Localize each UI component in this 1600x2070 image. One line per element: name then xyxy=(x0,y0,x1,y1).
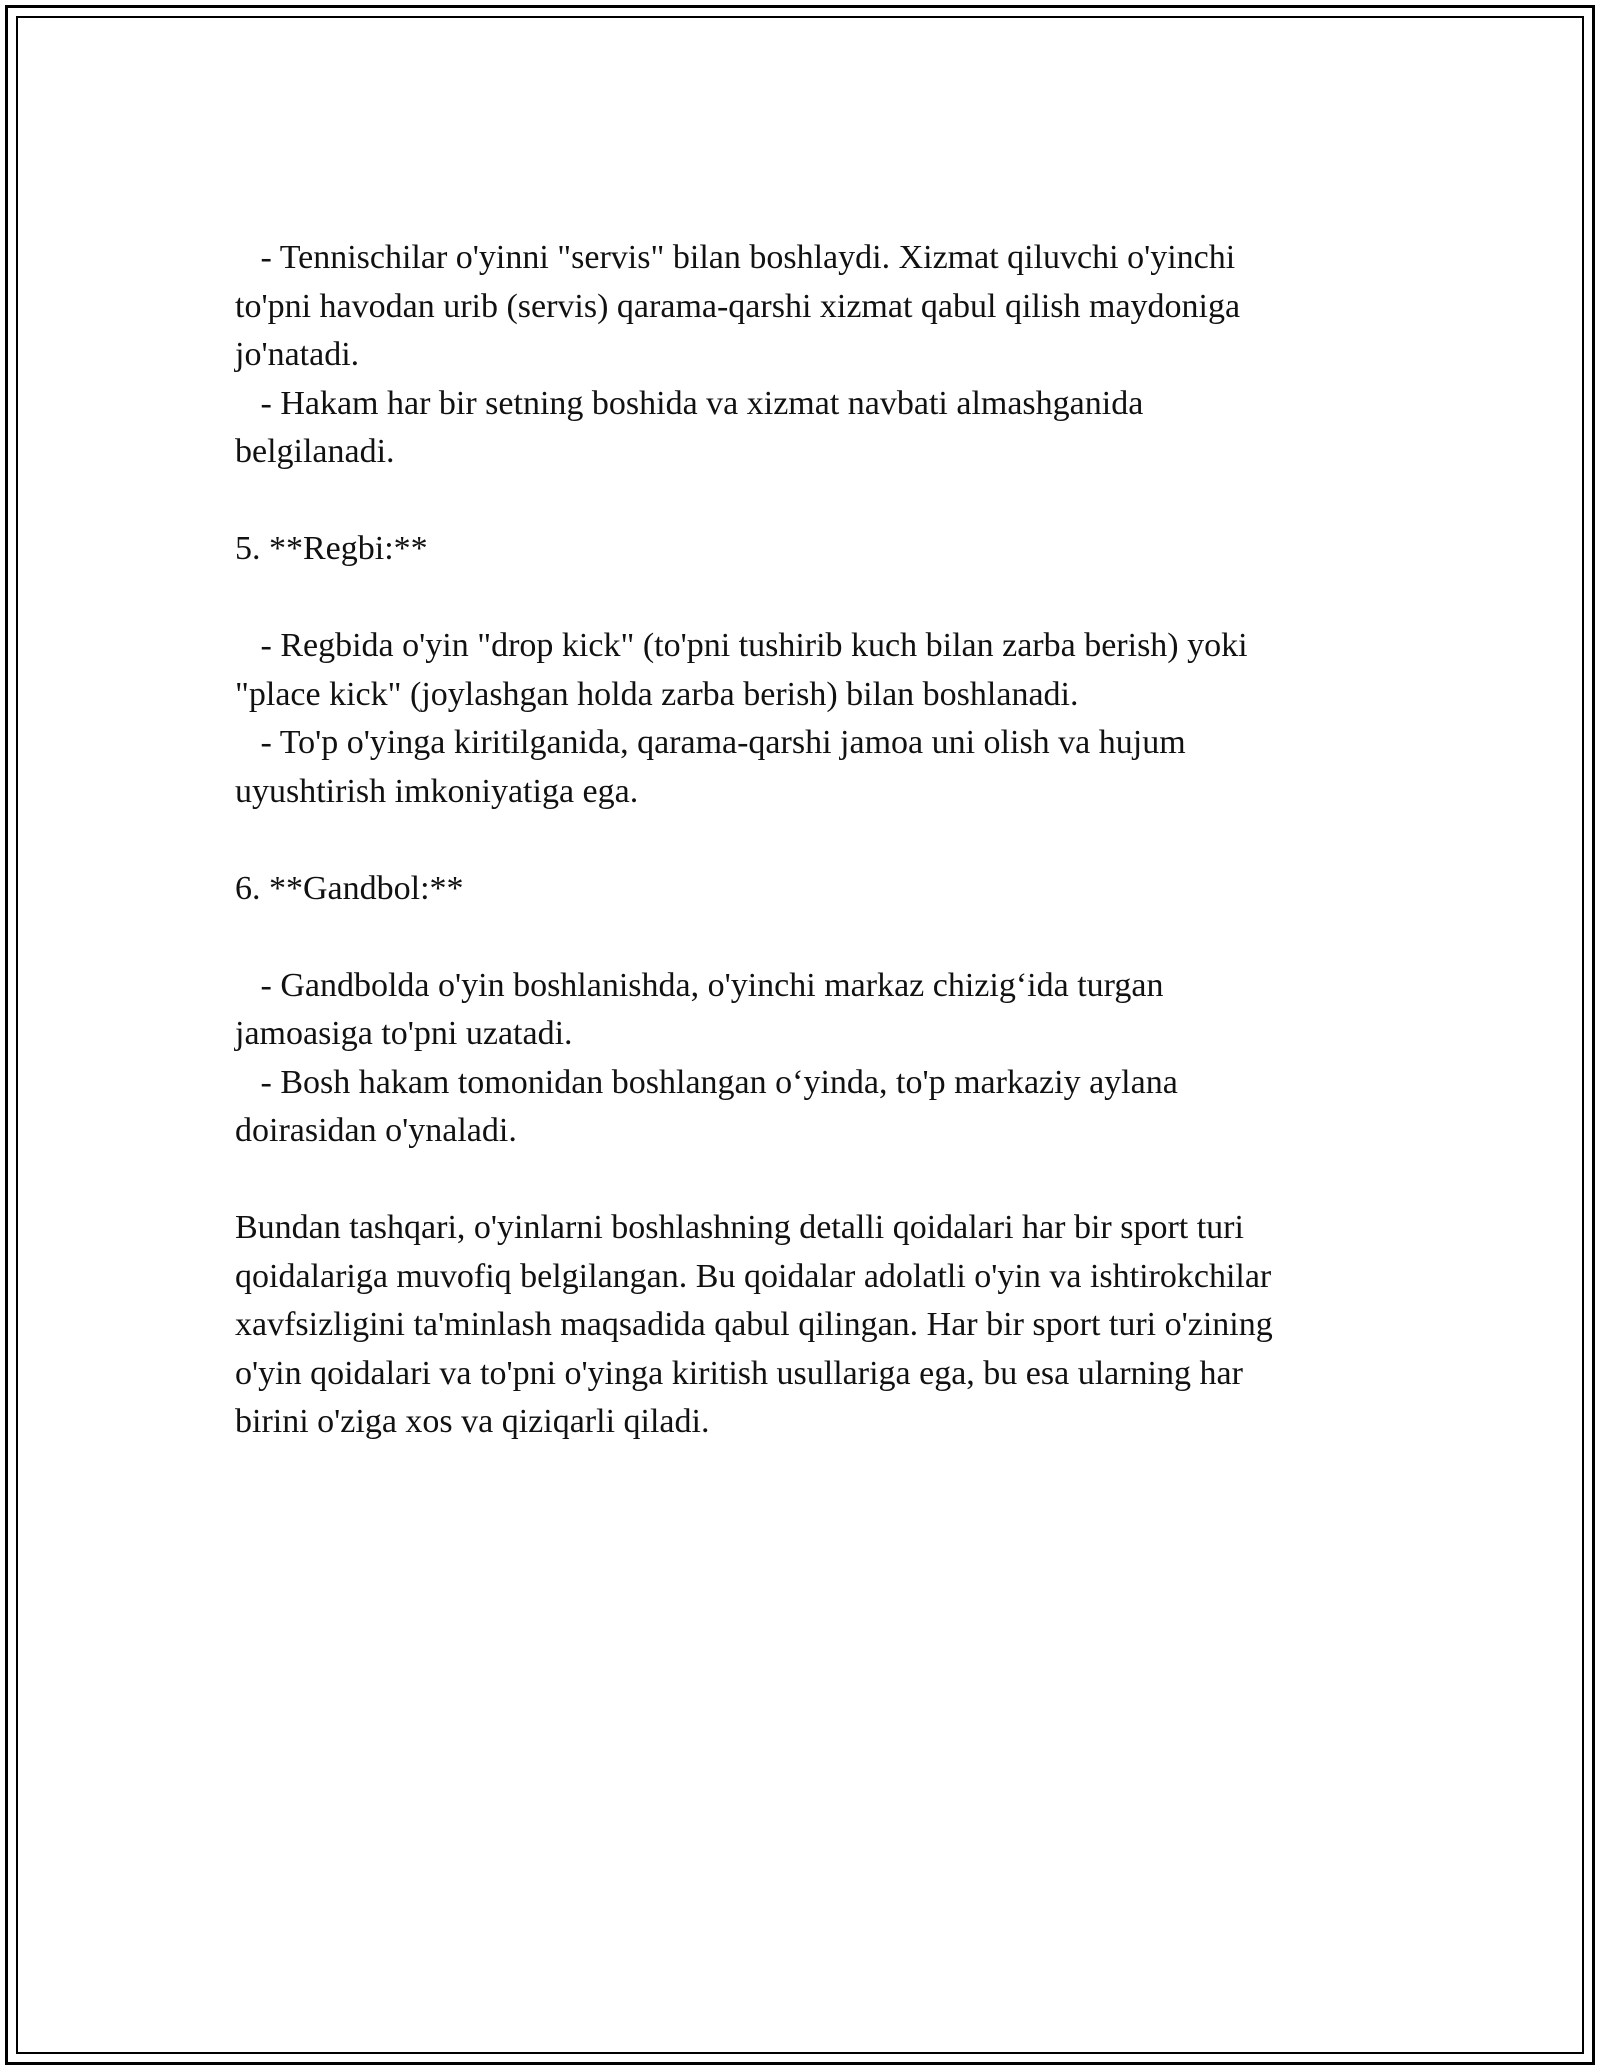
conclusion-line: xavfsizligini ta'minlash maqsadida qabul qilingan. Har bir sport turi o'zining xyxy=(235,1306,1273,1343)
tennis-line: - Hakam har bir setning boshida va xizmat navbati almashganida xyxy=(235,384,1144,422)
rugby-line: "place kick" (joylashgan holda zarba berish) bilan boshlanadi. xyxy=(235,675,1079,713)
conclusion-line: o'yin qoidalari va to'pni o'yinga kiritish usullariga ega, bu esa ularning har xyxy=(235,1354,1243,1392)
rugby-line: - Regbida o'yin "drop kick" (to'pni tushirib kuch bilan zarba berish) yoki xyxy=(235,627,1248,664)
handball-heading: 6. **Gandbol:** xyxy=(235,869,464,907)
spacer xyxy=(235,574,1375,623)
document-body xyxy=(235,234,1375,1447)
tennis-line: jo'natadi. xyxy=(235,336,360,373)
rugby-line: - To'p o'yinga kiritilganida, qarama-qarshi jamoa uni olish va hujum xyxy=(235,724,1186,761)
spacer xyxy=(235,913,1375,962)
tennis-line: - Tennischilar o'yinni "servis" bilan boshlaydi. Xizmat qiluvchi o'yinchi xyxy=(235,239,1236,276)
handball-line: jamoasiga to'pni uzatadi. xyxy=(235,1015,573,1052)
handball-line: doirasidan o'ynaladi. xyxy=(235,1112,517,1149)
spacer xyxy=(235,477,1375,526)
spacer xyxy=(235,816,1375,865)
rugby-heading: 5. **Regbi:** xyxy=(235,530,428,567)
conclusion-line: birini o'ziga xos va qiziqarli qiladi. xyxy=(235,1403,710,1440)
handball-line: - Gandbolda o'yin boshlanishda, o'yinchi markaz chizig‘ida turgan xyxy=(235,966,1164,1004)
tennis-line: to'pni havodan urib (servis) qarama-qarshi xizmat qabul qilish maydoniga xyxy=(235,287,1241,325)
conclusion-line: Bundan tashqari, o'yinlarni boshlashning detalli qoidalari har bir sport turi xyxy=(235,1209,1244,1246)
handball-line: - Bosh hakam tomonidan boshlangan o‘yinda, to'p markaziy aylana xyxy=(235,1063,1178,1101)
rugby-line: uyushtirish imkoniyatiga ega. xyxy=(235,772,639,810)
conclusion-line: qoidalariga muvofiq belgilangan. Bu qoidalar adolatli o'yin va ishtirokchilar xyxy=(235,1257,1272,1295)
tennis-line: belgilanadi. xyxy=(235,433,395,470)
spacer xyxy=(235,1156,1375,1205)
